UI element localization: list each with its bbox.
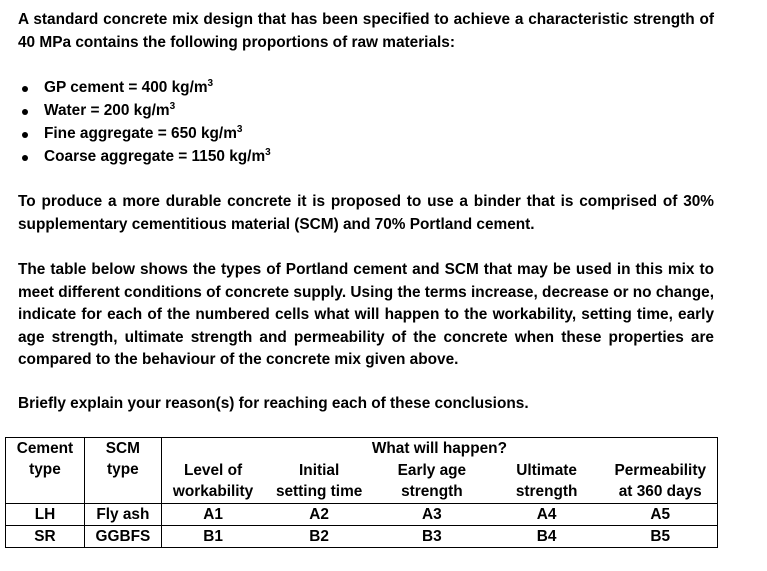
column-header-line: strength bbox=[515, 483, 578, 500]
list-item bbox=[22, 76, 271, 99]
column-header-line: workability bbox=[172, 483, 254, 500]
cement-cell: SR bbox=[6, 526, 85, 548]
superscript: 3 bbox=[169, 100, 176, 112]
material-label: Fine aggregate = 650 kg/m bbox=[44, 125, 237, 142]
material-label: GP cement = 400 kg/m bbox=[44, 79, 208, 96]
cement-type-header-top: Cement bbox=[6, 438, 85, 460]
answer-cell: B4 bbox=[490, 526, 604, 548]
superscript: 3 bbox=[207, 77, 214, 89]
column-header-line: at 360 days bbox=[618, 483, 702, 500]
scm-cell: Fly ash bbox=[84, 504, 161, 526]
superscript: 3 bbox=[265, 146, 271, 158]
answer-cell: B3 bbox=[374, 526, 490, 548]
proposal-paragraph: To produce a more durable concrete it is proposed to use a binder that is comprised of 30% supplementary cementitious material (SCM) and 70% Portland cement. bbox=[18, 193, 714, 233]
what-happens-header: What will happen? bbox=[161, 438, 717, 460]
list-item bbox=[22, 145, 271, 168]
column-header-line: strength bbox=[401, 483, 463, 500]
answer-cell: A5 bbox=[604, 504, 718, 526]
scm-type-header-bottom: type bbox=[84, 459, 161, 504]
cement-cell: LH bbox=[6, 504, 85, 526]
scm-cell: GGBFS bbox=[84, 526, 161, 548]
list-item bbox=[22, 122, 271, 145]
answer-cell: A3 bbox=[374, 504, 490, 526]
materials-list bbox=[22, 76, 271, 168]
answer-cell: B1 bbox=[161, 526, 264, 548]
column-header bbox=[490, 459, 604, 504]
bullet-icon bbox=[22, 109, 28, 115]
column-header bbox=[374, 459, 490, 504]
material-label: Coarse aggregate = 1150 kg/m bbox=[44, 148, 266, 165]
column-header-line: Early age bbox=[397, 462, 467, 479]
intro-paragraph: A standard concrete mix design that has been specified to achieve a characteristic strength of 40 MPa contains the following proportions of raw materials: bbox=[18, 11, 714, 51]
answer-cell: B2 bbox=[264, 526, 374, 548]
explain-paragraph: Briefly explain your reason(s) for reaching each of these conclusions. bbox=[18, 395, 529, 412]
answer-cell: A2 bbox=[264, 504, 374, 526]
answer-cell: A1 bbox=[161, 504, 264, 526]
column-header-line: Ultimate bbox=[516, 462, 577, 479]
answer-cell: B5 bbox=[604, 526, 718, 548]
table-row bbox=[6, 504, 718, 526]
answer-cell: A4 bbox=[490, 504, 604, 526]
column-header-line: Level of bbox=[183, 462, 243, 479]
bullet-icon bbox=[22, 155, 28, 161]
table-row bbox=[6, 526, 718, 548]
scm-type-header-top: SCM bbox=[84, 438, 161, 460]
column-header-line: Initial bbox=[299, 462, 340, 479]
material-label: Water = 200 kg/m bbox=[44, 102, 170, 119]
bullet-icon bbox=[22, 132, 28, 138]
column-header-line: setting time bbox=[275, 483, 363, 500]
column-header bbox=[264, 459, 374, 504]
cement-type-header-bottom: type bbox=[6, 459, 85, 504]
properties-table bbox=[5, 437, 718, 548]
column-header-line: Permeability bbox=[614, 462, 707, 479]
bullet-icon bbox=[22, 86, 28, 92]
column-header bbox=[604, 459, 718, 504]
table-intro-paragraph: The table below shows the types of Portland cement and SCM that may be used in this mix to meet different conditions of concrete supply. Using the terms increase, decrease or no change, indicate for each of the numbered cells what will happen to the workability, setting time, early age strength, ultimate strength and permeability of the concrete when these properties are compared to the behaviour of the concrete mix given above. bbox=[18, 261, 714, 368]
column-header bbox=[161, 459, 264, 504]
list-item bbox=[22, 99, 271, 122]
superscript: 3 bbox=[236, 123, 243, 135]
